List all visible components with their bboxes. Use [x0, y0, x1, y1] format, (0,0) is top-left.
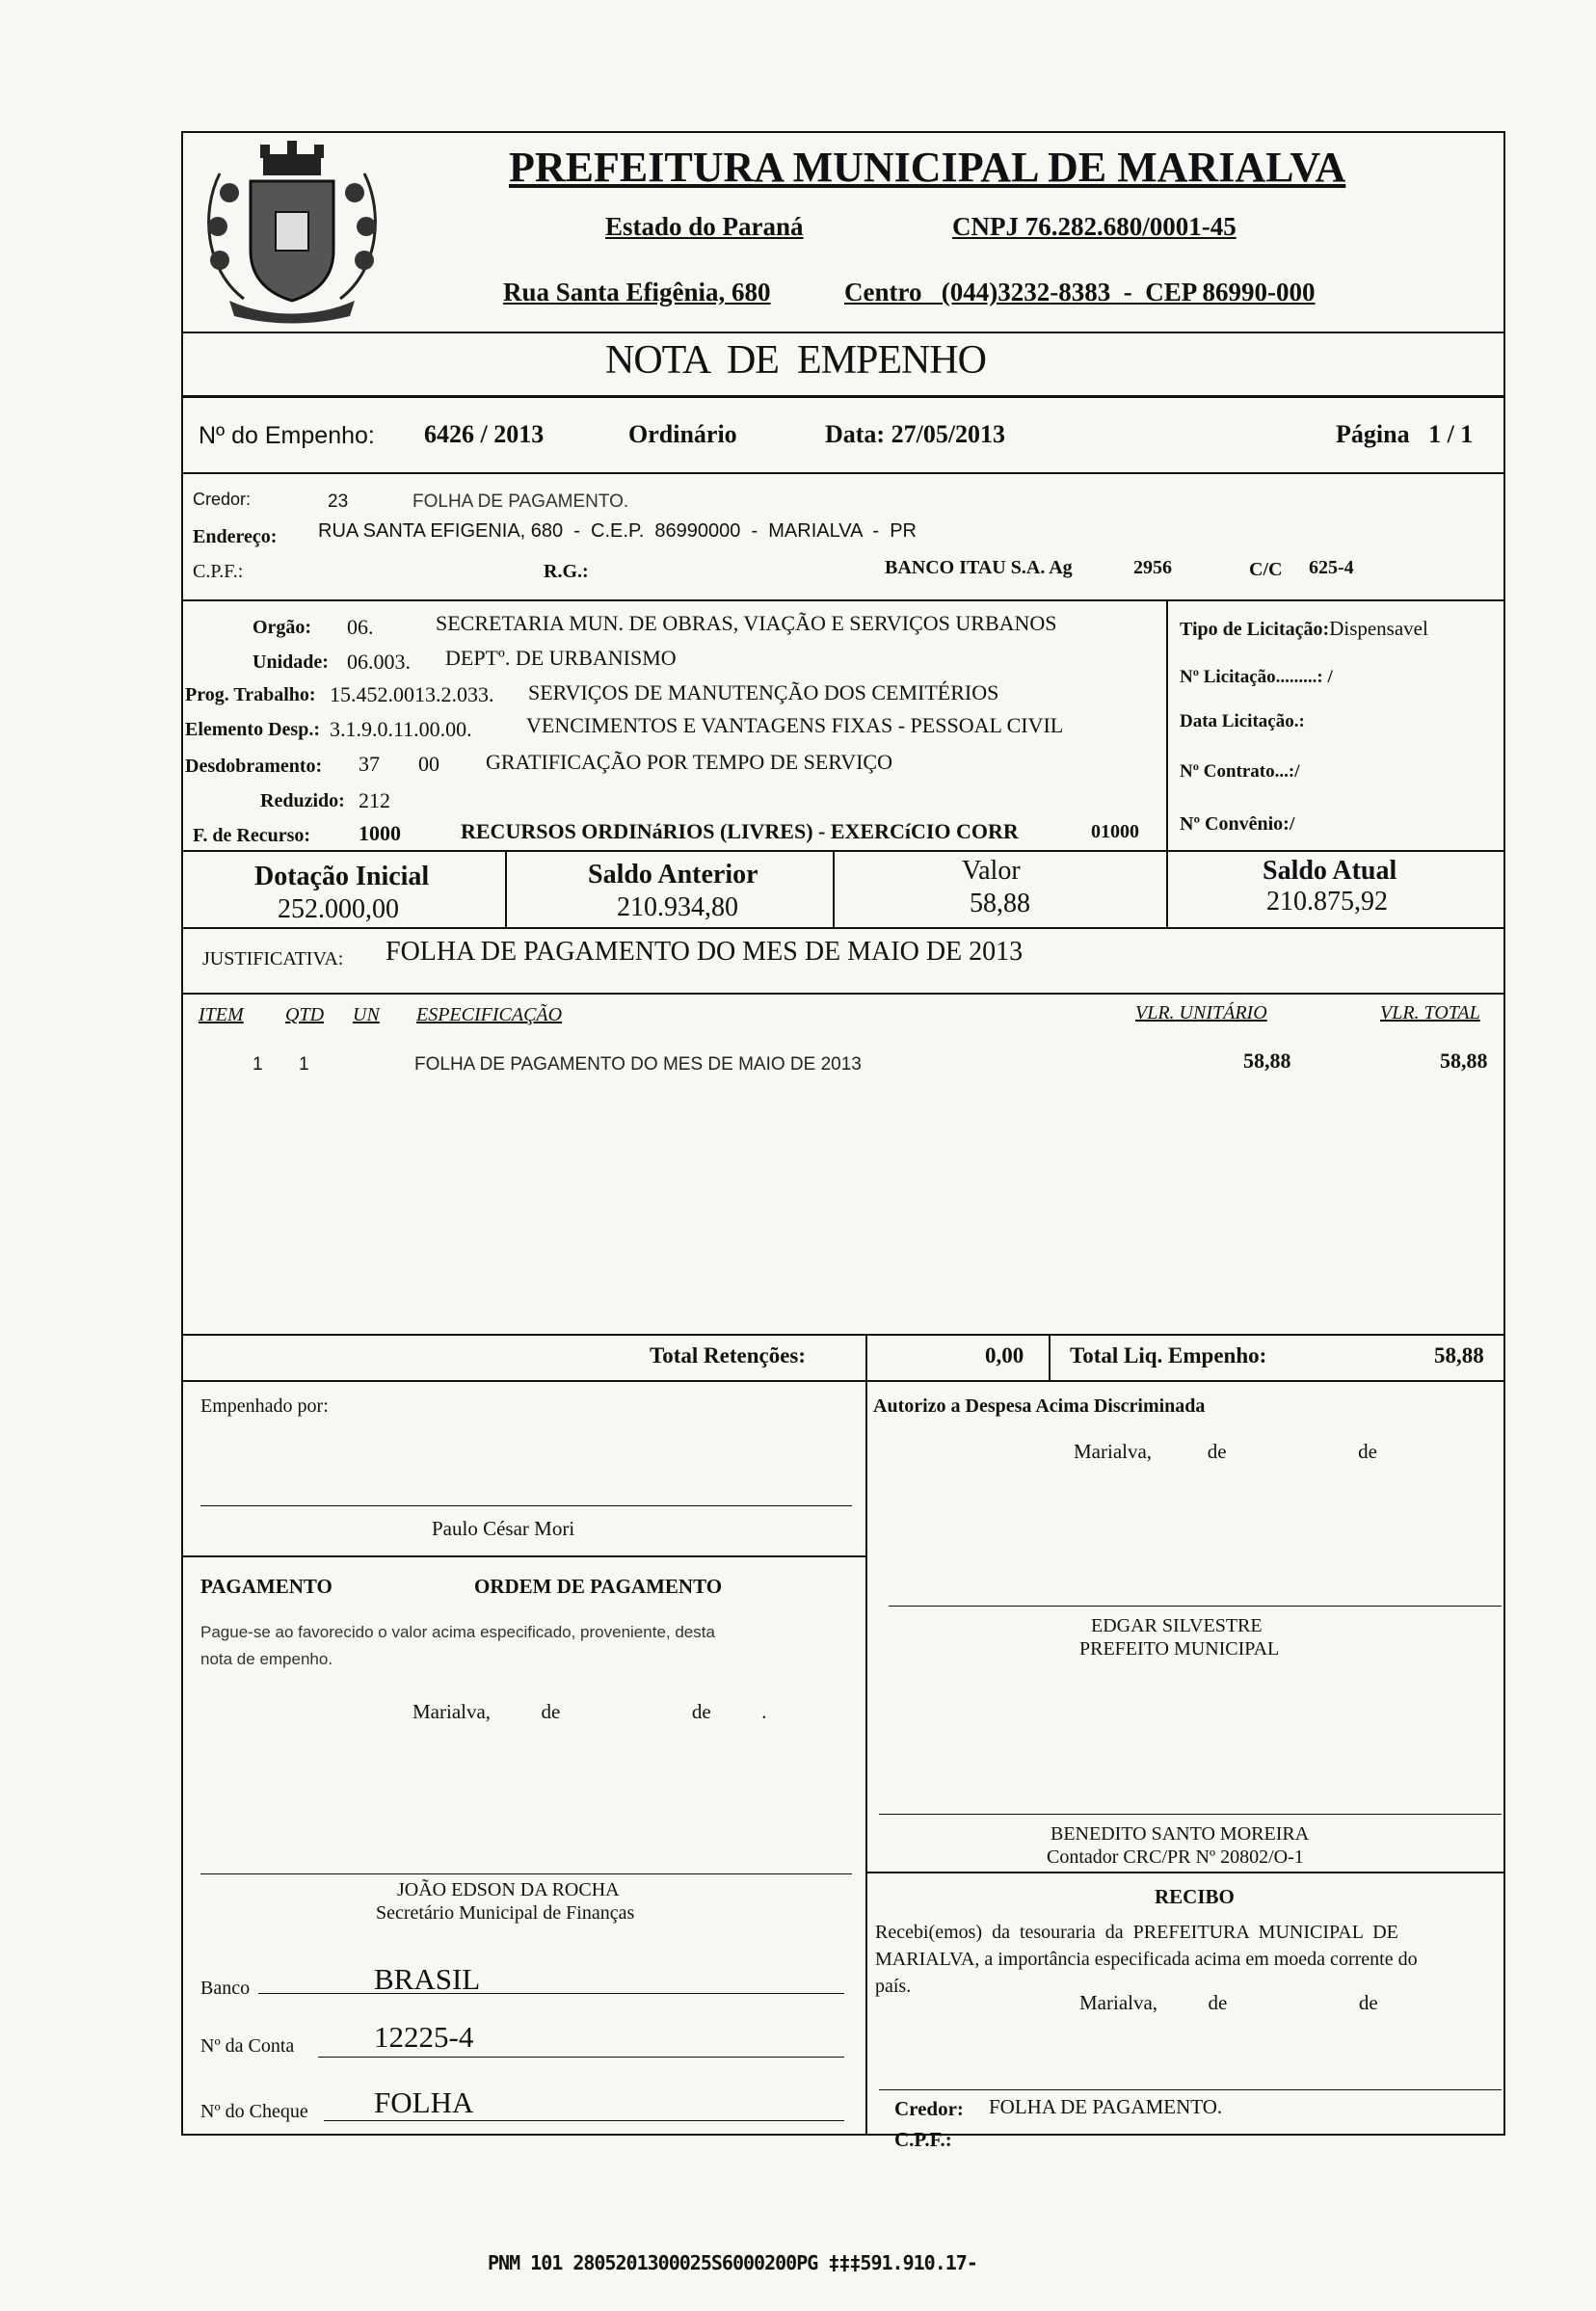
bank-name: BANCO ITAU S.A. Ag: [885, 557, 1073, 578]
col-qtd: QTD: [285, 1004, 325, 1025]
col-un: UN: [353, 1004, 380, 1025]
valor-label: Valor: [962, 856, 1021, 886]
tipo-licitacao-label: Tipo de Licitação:: [1180, 619, 1330, 640]
tipo-licitacao-value: Dispensavel: [1329, 617, 1428, 640]
saldo-anterior-value: 210.934,80: [617, 892, 738, 922]
unidade-code: 06.003.: [347, 650, 411, 674]
footer-code: PNM 101 2805201300025S6000200PG ‡‡‡591.910.17-: [488, 2251, 977, 2274]
valor-value: 58,88: [970, 889, 1030, 918]
tipo-licitacao: [1180, 617, 1428, 641]
recibo-city-date: Marialva, de de: [1079, 1991, 1378, 2014]
street-address: Rua Santa Efigênia, 680: [503, 278, 771, 306]
empenho-type: Ordinário: [628, 420, 737, 448]
elemento-label: Elemento Desp.:: [185, 719, 320, 740]
orgao-code: 06.: [347, 615, 374, 639]
retencoes-label: Total Retenções:: [650, 1343, 807, 1368]
empenho-number: 6426 / 2013: [424, 420, 545, 448]
col-especificacao: ESPECIFICAÇÃO: [416, 1004, 563, 1025]
recibo-text-3: país.: [875, 1976, 912, 1997]
unidade-label: Unidade:: [253, 651, 329, 673]
bank-agency: 2956: [1133, 557, 1172, 578]
pagamento-title: PAGAMENTO: [200, 1575, 332, 1598]
document-title: NOTA DE EMPENHO: [605, 338, 986, 383]
row-spec: FOLHA DE PAGAMENTO DO MES DE MAIO DE 2013: [414, 1054, 862, 1075]
total-liq-label: Total Liq. Empenho:: [1070, 1343, 1267, 1368]
endereco-label: Endereço:: [193, 526, 278, 547]
municipal-crest-icon: [191, 135, 393, 328]
recurso-label: F. de Recurso:: [193, 825, 311, 846]
numero-convenio: Nº Convênio:/: [1180, 813, 1295, 835]
dotacao-value: 252.000,00: [278, 894, 399, 924]
secretario-name: JOÃO EDSON DA ROCHA: [397, 1879, 620, 1900]
data-licitacao: Data Licitação.:: [1180, 711, 1305, 731]
empenho-label: Nº do Empenho:: [199, 422, 375, 449]
org-title: PREFEITURA MUNICIPAL DE MARIALVA: [509, 144, 1346, 191]
reduzido-value: 212: [359, 788, 390, 812]
recibo-credor-label: Credor:: [894, 2097, 964, 2120]
desdob-desc: GRATIFICAÇÃO POR TEMPO DE SERVIÇO: [486, 750, 892, 774]
cpf-label: C.P.F.:: [193, 561, 244, 582]
justificativa-label: JUSTIFICATIVA:: [202, 948, 344, 970]
recibo-text-1: Recebi(emos) da tesouraria da PREFEITURA MUNICIPAL DE: [875, 1922, 1398, 1943]
autorizo-text: Autorizo a Despesa Acima Discriminada: [873, 1395, 1206, 1417]
prog-desc: SERVIÇOS DE MANUTENÇÃO DOS CEMITÉRIOS: [528, 680, 999, 704]
prog-code: 15.452.0013.2.033.: [330, 682, 494, 706]
credor-code: 23: [328, 491, 349, 512]
recibo-title: RECIBO: [1155, 1885, 1235, 1908]
row-qtd: 1: [299, 1054, 309, 1075]
empenho-date: Data: 27/05/2013: [825, 420, 1006, 448]
cheque-value: FOLHA: [374, 2085, 474, 2119]
credor-name: FOLHA DE PAGAMENTO.: [412, 491, 629, 512]
cc-number: 625-4: [1309, 557, 1354, 578]
ordem-city-date: Marialva, de de .: [412, 1700, 767, 1723]
unidade-desc: DEPTº. DE URBANISMO: [445, 646, 677, 670]
ordem-pagamento-title: ORDEM DE PAGAMENTO: [474, 1575, 723, 1598]
numero-licitacao: Nº Licitação.........: /: [1180, 667, 1333, 687]
secretario-title: Secretário Municipal de Finanças: [376, 1902, 635, 1924]
endereco: RUA SANTA EFIGENIA, 680 - C.E.P. 86990000 - MARIALVA - PR: [318, 520, 917, 542]
banco-value: BRASIL: [374, 1962, 481, 1996]
reduzido-label: Reduzido:: [260, 790, 345, 811]
autorizo-city-date: Marialva, de de: [1074, 1440, 1377, 1463]
conta-value: 12225-4: [374, 2020, 474, 2054]
col-vlr-unitario: VLR. UNITÁRIO: [1135, 1002, 1267, 1023]
row-item: 1: [253, 1054, 263, 1075]
cheque-label: Nº do Cheque: [200, 2101, 308, 2122]
credor-label: Credor:: [193, 490, 252, 509]
saldo-atual-value: 210.875,92: [1266, 887, 1388, 916]
saldo-anterior-label: Saldo Anterior: [588, 860, 758, 890]
contador-name: BENEDITO SANTO MOREIRA: [1051, 1823, 1310, 1845]
saldo-atual-label: Saldo Atual: [1263, 856, 1397, 886]
recurso-num: 01000: [1091, 821, 1139, 842]
desdob-sub: 00: [418, 752, 439, 776]
rg-label: R.G.:: [544, 561, 589, 582]
col-vlr-total: VLR. TOTAL: [1380, 1002, 1480, 1023]
recurso-desc: RECURSOS ORDINáRIOS (LIVRES) - EXERCíCIO CORR: [461, 819, 1019, 843]
prefeito-name: EDGAR SILVESTRE: [1091, 1615, 1263, 1636]
recurso-code: 1000: [359, 821, 401, 845]
recibo-cpf-label: C.P.F.:: [894, 2128, 952, 2151]
contador-title: Contador CRC/PR Nº 20802/O-1: [1047, 1846, 1304, 1868]
banco-label: Banco: [200, 1978, 251, 1999]
pague-text-1: Pague-se ao favorecido o valor acima especificado, proveniente, desta: [200, 1623, 715, 1641]
numero-contrato: Nº Contrato...:/: [1180, 761, 1300, 782]
justificativa-text: FOLHA DE PAGAMENTO DO MES DE MAIO DE 2013: [386, 937, 1024, 967]
empenhado-label: Empenhado por:: [200, 1395, 329, 1417]
desdob-label: Desdobramento:: [185, 756, 323, 777]
cc-label: C/C: [1249, 559, 1283, 580]
recibo-text-2: MARIALVA, a importância especificada acima em moeda corrente do: [875, 1949, 1418, 1970]
elemento-code: 3.1.9.0.11.00.00.: [330, 717, 472, 741]
state-name: Estado do Paraná: [605, 212, 804, 241]
page-number: Página 1 / 1: [1336, 420, 1474, 448]
district-phone: Centro (044)3232-8383 - CEP 86990-000: [844, 278, 1316, 306]
conta-label: Nº da Conta: [200, 2035, 295, 2057]
recibo-credor: FOLHA DE PAGAMENTO.: [989, 2095, 1223, 2118]
elemento-desc: VENCIMENTOS E VANTAGENS FIXAS - PESSOAL CIVIL: [526, 713, 1064, 737]
retencoes-value: 0,00: [985, 1343, 1024, 1368]
cnpj: CNPJ 76.282.680/0001-45: [952, 212, 1237, 241]
desdob-code: 37: [359, 752, 380, 776]
prefeito-title: PREFEITO MUNICIPAL: [1079, 1638, 1280, 1660]
orgao-label: Orgão:: [253, 617, 312, 638]
col-item: ITEM: [199, 1004, 244, 1025]
total-liq-value: 58,88: [1434, 1343, 1484, 1368]
row-unit: 58,88: [1243, 1049, 1291, 1073]
row-total: 58,88: [1440, 1049, 1488, 1073]
empenhado-name: Paulo César Mori: [432, 1517, 575, 1540]
orgao-desc: SECRETARIA MUN. DE OBRAS, VIAÇÃO E SERVIÇOS URBANOS: [436, 611, 1057, 635]
pague-text-2: nota de empenho.: [200, 1650, 333, 1668]
prog-label: Prog. Trabalho:: [185, 684, 316, 705]
dotacao-label: Dotação Inicial: [254, 862, 430, 891]
